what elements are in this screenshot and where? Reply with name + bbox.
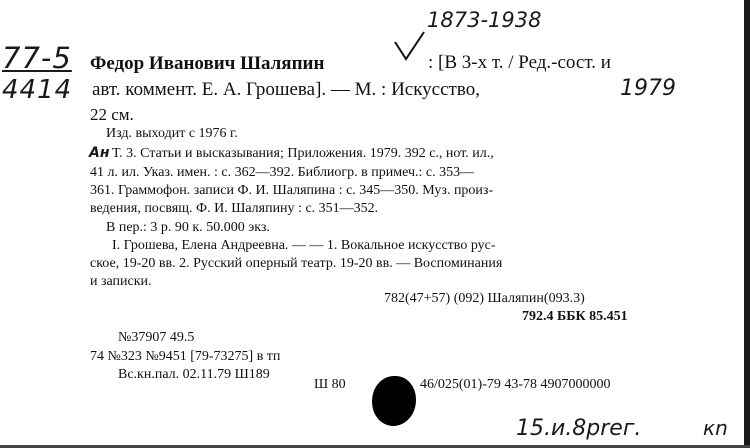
code-suffix: 46/025(01)-79 43-78 4907000000 xyxy=(420,377,611,392)
volume-line-4: ведения, посвящ. Ф. И. Шаляпину : с. 351—352. xyxy=(90,201,379,216)
handwritten-date-bottom: 15.и.8рrег. xyxy=(516,416,642,441)
volume-line-3: 361. Граммофон. записи Ф. И. Шаляпина : с. 345—350. Муз. произ- xyxy=(90,183,494,198)
scan-edge-right xyxy=(744,0,750,448)
responsibility-line: авт. коммент. Е. А. Грошева]. — М. : Искусство, xyxy=(92,79,480,100)
subject-line-2: ское, 19-20 вв. 2. Русский оперный театр. 19-20 вв. — Воспоминания xyxy=(90,256,503,271)
size-line: 22 см. xyxy=(90,105,134,124)
ink-blot xyxy=(372,376,416,426)
registration-line: 74 №323 №9451 [79-73275] в тп xyxy=(90,349,281,364)
book-chamber-line: Вс.кн.пал. 02.11.79 Ш189 xyxy=(118,367,270,382)
volume-line-1: Т. 3. Статьи и высказывания; Приложения. 1979. 392 с., нот. ил., xyxy=(112,146,494,161)
volume-mark: Ан xyxy=(89,145,110,161)
subject-line-1: I. Грошева, Елена Андреевна. — — 1. Вокальное искусство рус- xyxy=(112,238,496,253)
handwritten-year-correction: 1979 xyxy=(620,76,676,101)
classification-line-1: 782(47+57) (092) Шаляпин(093.3) xyxy=(384,291,585,306)
classification-line-2: 792.4 ББК 85.451 xyxy=(522,309,628,324)
edition-note: Изд. выходит с 1976 г. xyxy=(106,126,238,141)
subject-line-3: и записки. xyxy=(90,274,152,289)
handwritten-dates: 1873-1938 xyxy=(427,8,542,32)
order-number: №37907 49.5 xyxy=(118,330,195,345)
code-prefix: Ш 80 xyxy=(314,377,346,392)
price-line: В пер.: 3 р. 90 к. 50.000 экз. xyxy=(106,220,270,235)
handwritten-shelf-top: 77-5 xyxy=(2,41,72,75)
handwritten-shelf-bottom: 4414 xyxy=(2,75,73,105)
title-line: : [В 3-х т. / Ред.-сост. и xyxy=(428,52,611,73)
volume-line-2: 41 л. ил. Указ. имен. : с. 362—392. Библиогр. в примеч.: с. 353— xyxy=(90,165,475,180)
handwritten-initials: кn xyxy=(703,416,728,440)
author-name: Федор Иванович Шаляпин xyxy=(90,53,325,74)
checkmark-icon xyxy=(393,30,427,62)
